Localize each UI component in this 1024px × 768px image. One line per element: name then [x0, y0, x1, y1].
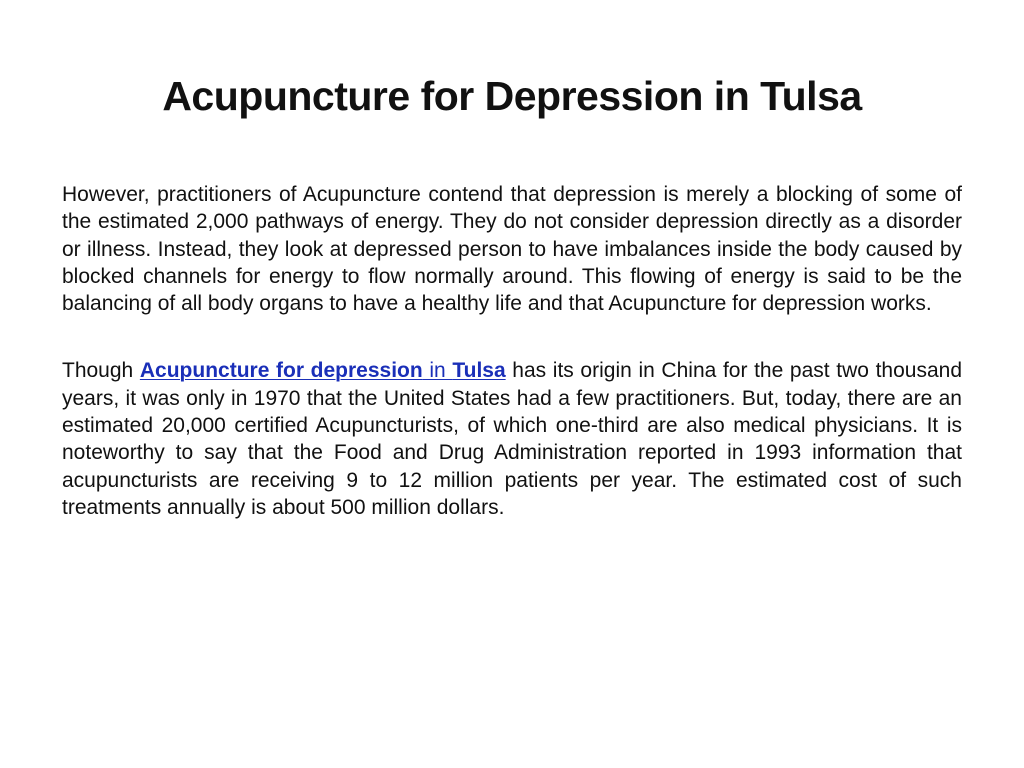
link-text-part-1: Acupuncture for depression [139, 359, 423, 383]
paragraph-2 [62, 357, 962, 521]
paragraph-1: However, practitioners of Acupuncture contend that depression is merely a blocking of some of the estimated 2,000 pathways of energy. They do not consider depression directly as a disorder or illness. Instead, they look at depressed person to have imbalances inside the body caused by blocked channels for energy to flow normally around. This flowing of energy is said to be the balancing of all body organs to have a healthy life and that Acupuncture for depression works. [62, 183, 962, 316]
link-text-part-3: Tulsa [452, 359, 506, 383]
acupuncture-depression-tulsa-link[interactable] [140, 359, 506, 382]
paragraph-2-prefix: Though [62, 359, 140, 383]
link-text-part-2: in [422, 359, 453, 383]
slide-title: Acupuncture for Depression in Tulsa [162, 73, 862, 119]
slide-body [62, 181, 962, 521]
paragraph-2-suffix: has its origin in China for the past two thousand years, it was only in 1970 that the United States had a few practitioners. But, today, there are an estimated 20,000 certified Acupuncturists, of which one-third are also medical physicians. It is noteworthy to say that the Food and Drug Administration reported in 1993 information that acupuncturists are receiving 9 to 12 million patients per year. The estimated cost of such treatments annually is about 500 million dollars. [62, 359, 963, 519]
